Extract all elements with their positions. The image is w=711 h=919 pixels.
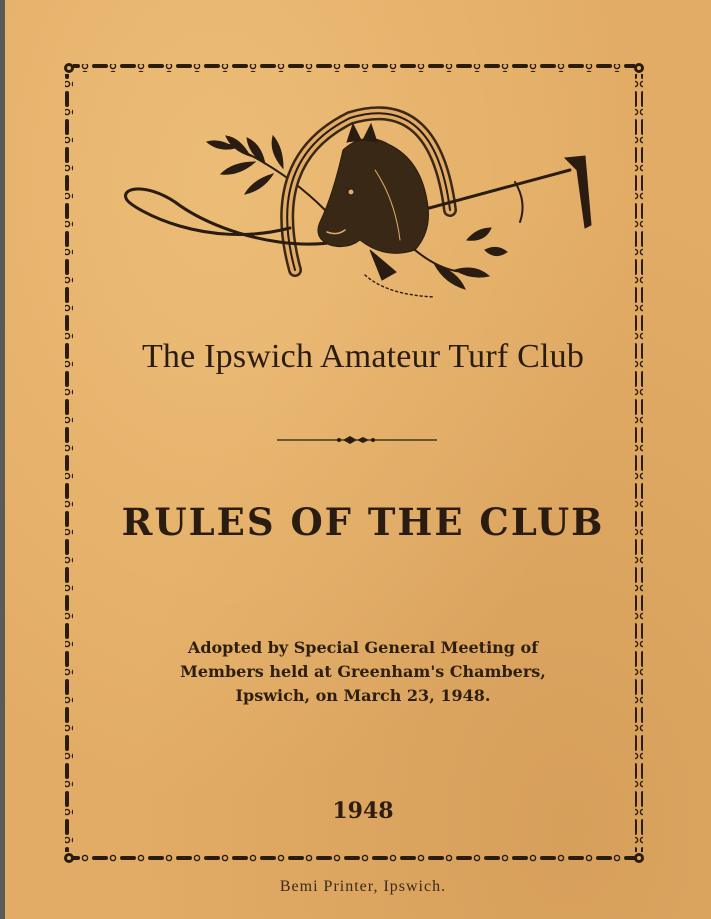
horse-emblem [115, 100, 595, 305]
horse-head-horseshoe-whip-icon [115, 100, 595, 305]
booklet-cover [5, 0, 711, 919]
document-title: RULES OF THE CLUB [121, 500, 605, 544]
adoption-line: Members held at Greenham's Chambers, [180, 662, 546, 681]
ornamental-rule-icon [277, 432, 437, 446]
adoption-statement [85, 636, 641, 708]
adoption-line: Ipswich, on March 23, 1948. [235, 686, 491, 705]
publication-year: 1948 [332, 798, 394, 824]
club-name-heading: The Ipswich Amateur Turf Club [141, 338, 585, 375]
printer-imprint: Bemi Printer, Ipswich. [279, 878, 447, 895]
adoption-line: Adopted by Special General Meeting of [187, 638, 539, 657]
